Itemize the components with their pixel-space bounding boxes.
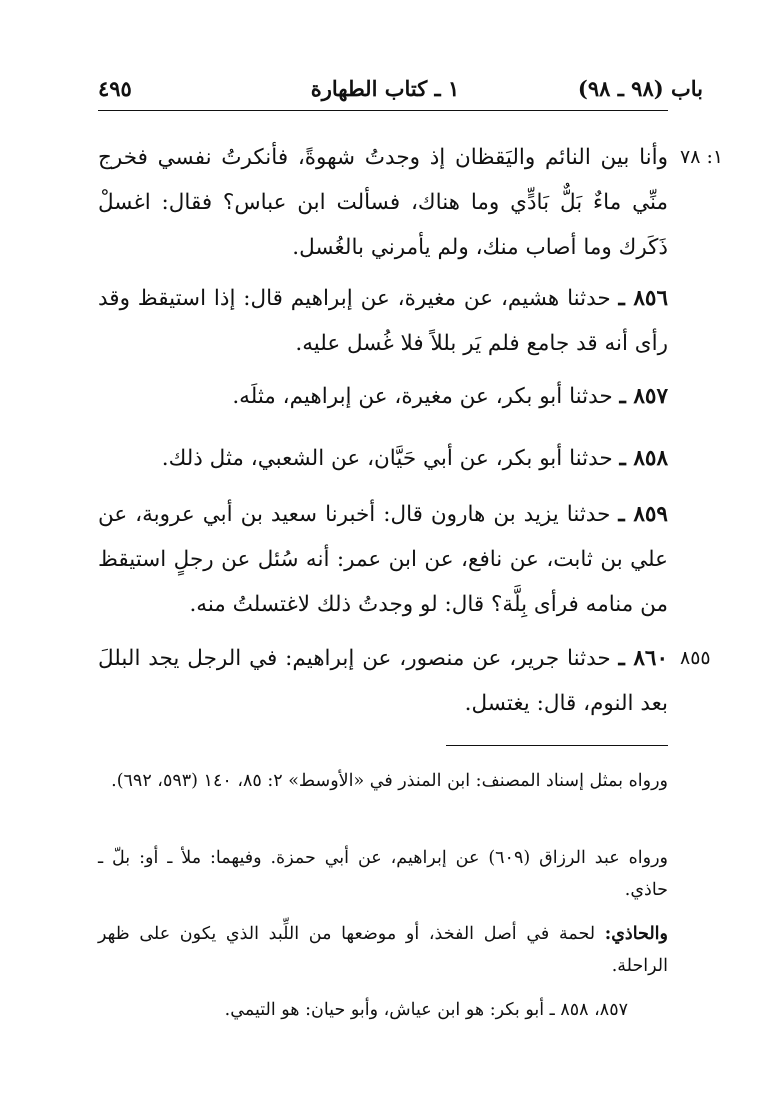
hadith-text: حدثنا هشيم، عن مغيرة، عن إبراهيم قال: إذا استيقظ وقد رأى أنه قد جامع فلم يَر بللاً فلا غُسل عليه. (98, 286, 668, 356)
hadith-859 (98, 492, 668, 627)
hadith-856 (98, 276, 668, 366)
hadith-857 (98, 374, 668, 419)
hadith-858 (98, 436, 668, 481)
footnote-text: لحمة في أصل الفخذ، أو موضعها من اللِّبد الذي يكون على ظهر الراحلة. (98, 924, 668, 976)
header-rule (98, 110, 668, 111)
paragraph-continuation (98, 135, 668, 270)
hadith-text: حدثنا أبو بكر، عن أبي حَيَّان، عن الشعبي، مثل ذلك. (161, 446, 613, 471)
hadith-number: ٨٥٩ ـ (618, 502, 668, 527)
page-number: ٤٩٥ (98, 76, 132, 101)
paragraph-text: وأنا بين النائم واليَقظان إذ وجدتُ شهوةً، فأنكرتُ نفسي فخرج منِّي ماءٌ بَلٌّ بَادٍّي وما هناك، فسألت ابن عباس؟ فقال: اغسلْ ذَكَرك وما أصاب منك، ولم يأمرني بالغُسل. (98, 145, 668, 260)
hadith-number: ٨٦٠ ـ (618, 646, 668, 671)
book-title: ١ ـ كتاب الطهارة (310, 76, 460, 101)
footnote-rule (446, 745, 668, 746)
chapter-heading: باب (٩٨ ـ ٩٨) (577, 76, 703, 101)
hadith-number: ٨٥٧ ـ (619, 384, 668, 409)
margin-ref-top: ١: ٧٨ (680, 146, 724, 168)
footnote-2 (98, 842, 668, 906)
hadith-text: حدثنا جرير، عن منصور، عن إبراهيم: في الرجل يجد البللَ بعد النوم، قال: يغتسل. (98, 646, 668, 716)
hadith-text: حدثنا يزيد بن هارون قال: أخبرنا سعيد بن أبي عروبة، عن علي بن ثابت، عن نافع، عن ابن عمر: أنه سُئل عن رجلٍ استيقظ من منامه فرأى بِلَّة؟ قال: لو وجدتُ ذلك لاغتسلتُ منه. (98, 502, 668, 617)
hadith-number: ٨٥٦ ـ (618, 286, 668, 311)
footnote-text: ٨٥٧، ٨٥٨ ـ أبو بكر: هو ابن عياش، وأبو حيان: هو التيمي. (224, 1000, 628, 1020)
hadith-860 (98, 636, 668, 726)
footnote-4 (98, 994, 628, 1026)
footnote-term: والحاذي: (604, 924, 668, 944)
margin-ref-855: ٨٥٥ (680, 647, 711, 669)
hadith-text: حدثنا أبو بكر، عن مغيرة، عن إبراهيم، مثلَه. (232, 384, 613, 409)
footnote-text: ورواه بمثل إسناد المصنف: ابن المنذر في «الأوسط» ٢: ٨٥، ١٤٠ (٥٩٣، ٦٩٢). (111, 771, 668, 791)
footnote-1 (98, 765, 668, 797)
hadith-number: ٨٥٨ ـ (619, 446, 668, 471)
footnote-3 (98, 918, 668, 982)
footnote-text: ورواه عبد الرزاق (٦٠٩) عن إبراهيم، عن أبي حمزة. وفيهما: ملأ ـ أو: بلّ ـ حاذي. (98, 848, 668, 900)
